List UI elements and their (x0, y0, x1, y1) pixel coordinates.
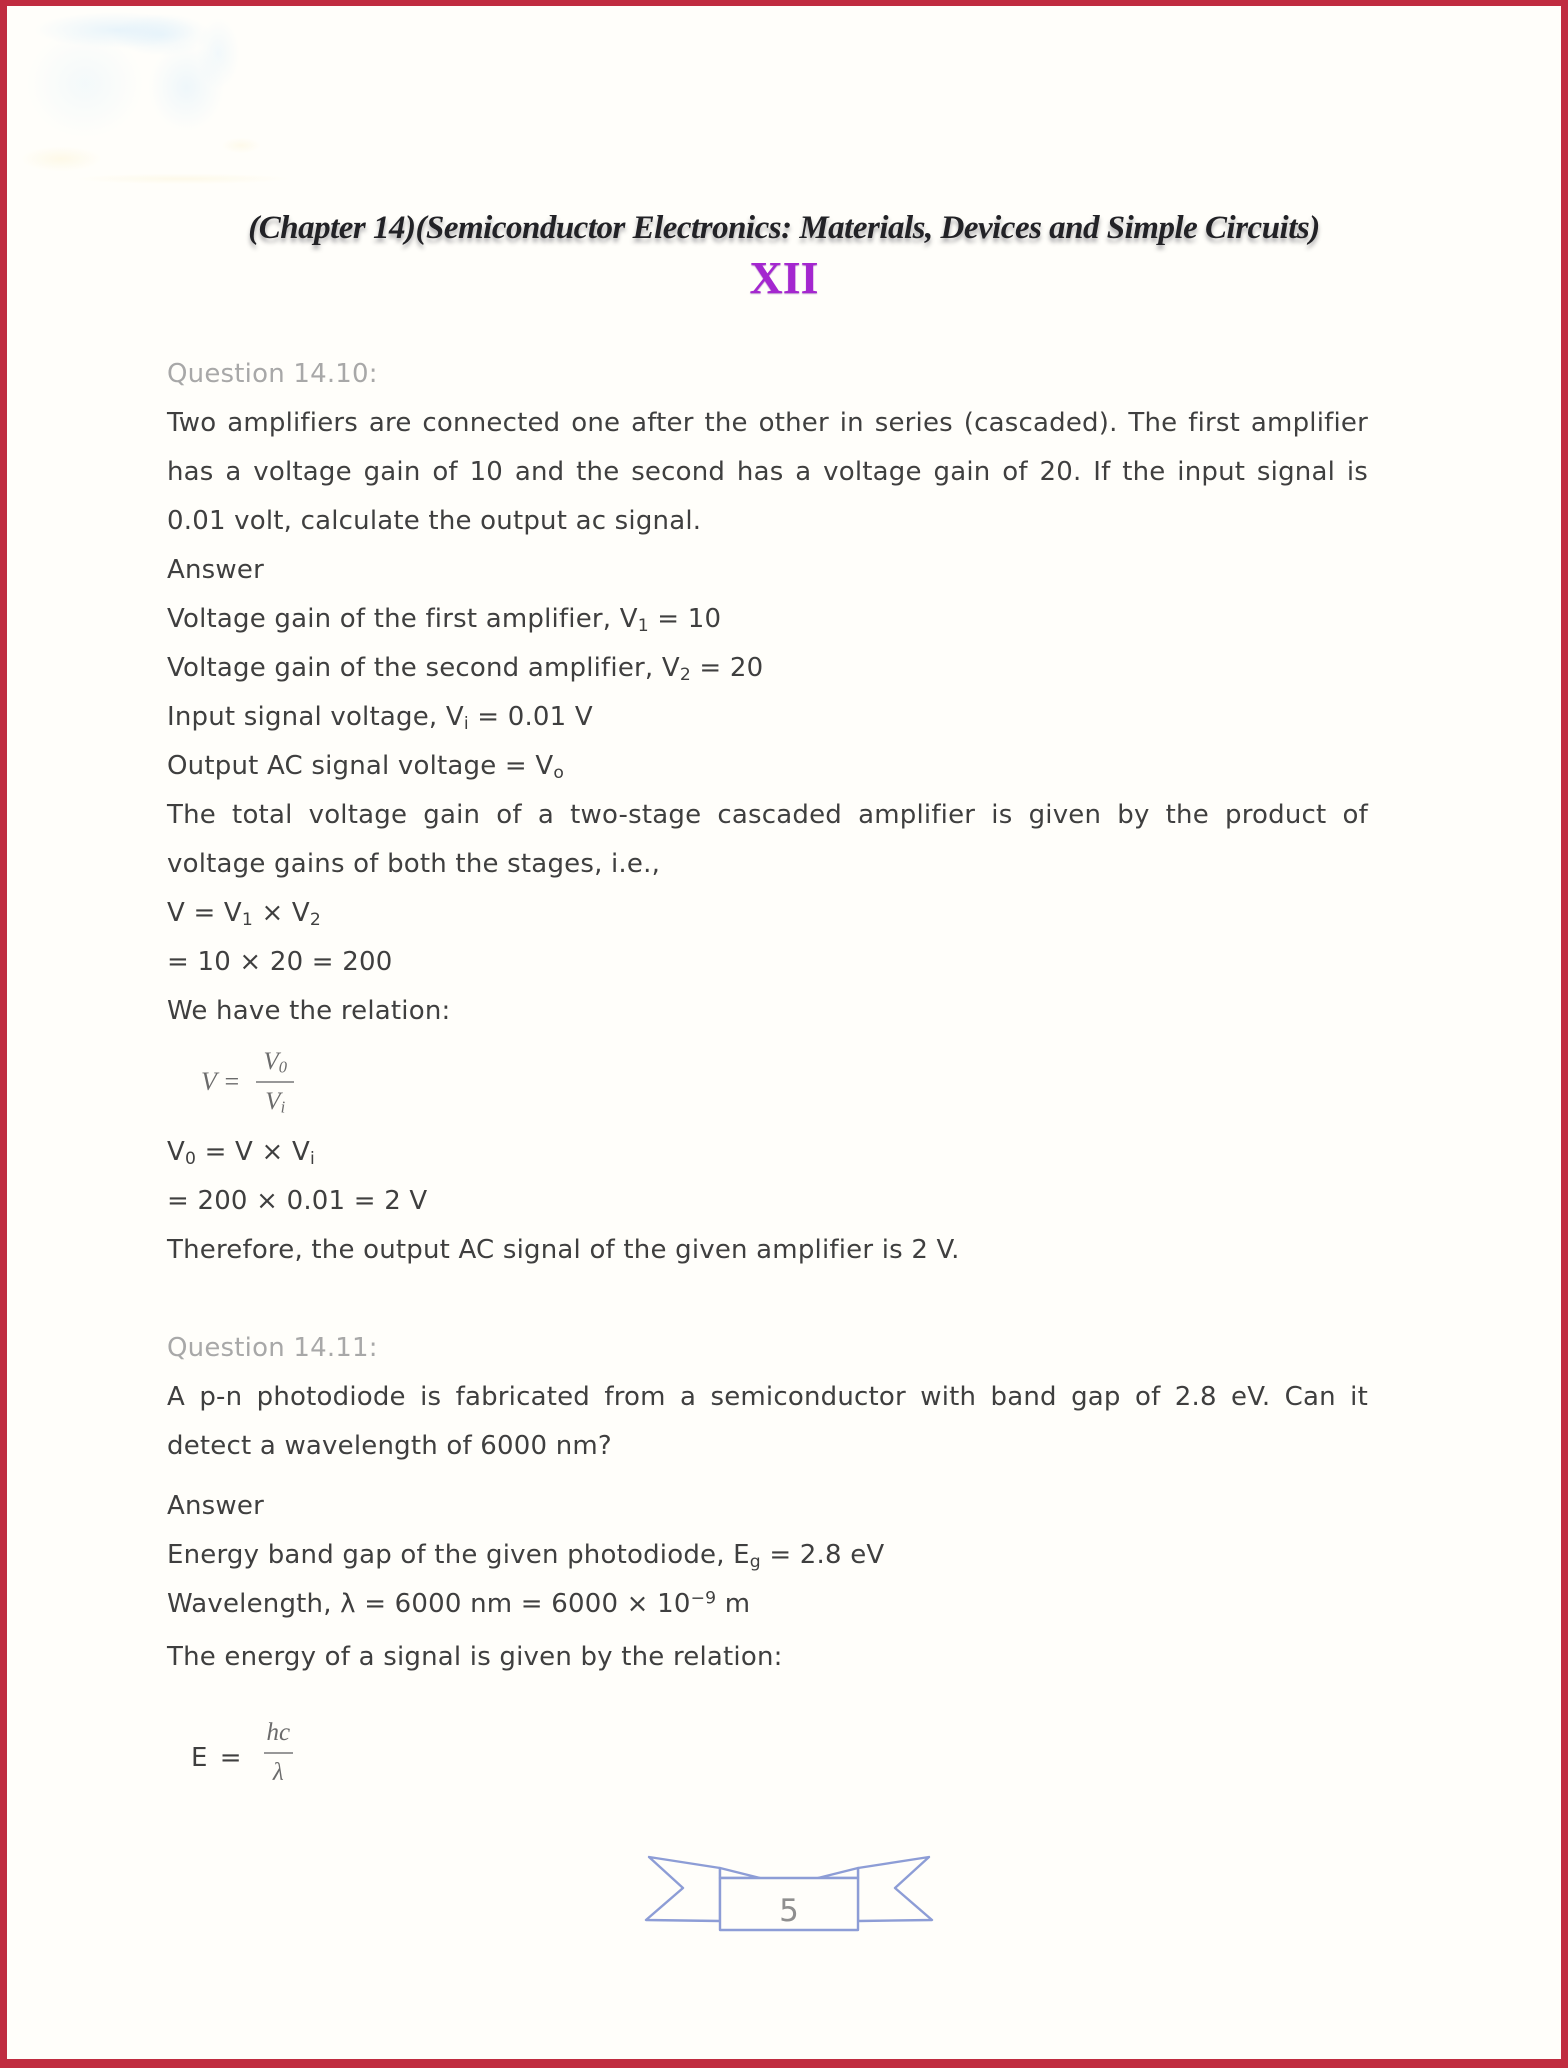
fraction (254, 1045, 296, 1119)
page-number: 5 (779, 1893, 799, 1929)
voltage-gain-fraction-formula (201, 1036, 1368, 1128)
question-11-text-line: detect a wavelength of 6000 nm? (167, 1431, 612, 1461)
ribbon-banner-icon (644, 1848, 934, 1934)
chapter-title: (Chapter 14)(Semiconductor Electronics: Materials, Devices and Simple Circuits) (248, 210, 1320, 246)
equation-line: = 200 × 0.01 = 2 V (167, 1186, 428, 1216)
answer-line: Wavelength, λ = 6000 nm = $6000 \times 10^{-9}$ m (167, 1588, 751, 1619)
question-10-text-line: Two amplifiers are connected one after the other in series (cascaded). The first amplifier (167, 408, 1368, 438)
fraction-numerator: hc (266, 1719, 291, 1746)
answer-label: Answer (167, 555, 264, 585)
answer-line: The energy of a signal is given by the relation: (167, 1642, 783, 1672)
fraction-numerator: $V_0$ (263, 1048, 287, 1077)
answer-line: voltage gains of both the stages, i.e., (167, 849, 661, 879)
fraction (257, 1716, 299, 1790)
fraction-denominator: $V_i$ (256, 1081, 294, 1119)
answer-label: Answer (167, 1491, 264, 1521)
page-number-ribbon (644, 1848, 934, 1934)
equation-line: = 10 × 20 = 200 (167, 947, 393, 977)
question-11-text-line: A p-n photodiode is fabricated from a semiconductor with band gap of 2.8 eV. Can it (167, 1382, 1368, 1412)
formula-lhs: E = (191, 1743, 244, 1773)
photon-energy-fraction-formula (191, 1690, 1368, 1790)
page-content (167, 350, 1368, 1934)
answer-line: The total voltage gain of a two-stage cascaded amplifier is given by the product of (167, 800, 1368, 830)
conclusion-line: Therefore, the output AC signal of the given amplifier is 2 V. (167, 1235, 960, 1265)
formula-lhs: V = (201, 1067, 241, 1096)
equation-line: $V_0 = V \times V_i$ (167, 1137, 315, 1169)
question-10-text-line: 0.01 volt, calculate the output ac signal. (167, 506, 702, 536)
question-10-text-line: has a voltage gain of 10 and the second has a voltage gain of 20. If the input signal is (167, 457, 1368, 487)
answer-line: We have the relation: (167, 996, 451, 1026)
answer-line: Voltage gain of the first amplifier, $V_1 = 10$ (167, 604, 722, 636)
question-11-label: Question 14.11: (167, 1333, 378, 1363)
answer-line: Energy band gap of the given photodiode, $E_g = 2.8$ eV (167, 1540, 885, 1572)
answer-line: Output AC signal voltage = $V_o$ (167, 751, 565, 783)
equation-line: $V = V_1 \times V_2$ (167, 898, 322, 930)
question-10-label: Question 14.10: (167, 359, 378, 389)
fraction-denominator: λ (264, 1752, 293, 1790)
answer-line: Voltage gain of the second amplifier, $V_2 = 20$ (167, 653, 764, 685)
answer-line: Input signal voltage, $V_i = 0.01$ V (167, 702, 593, 734)
class-label: XII (749, 252, 819, 303)
